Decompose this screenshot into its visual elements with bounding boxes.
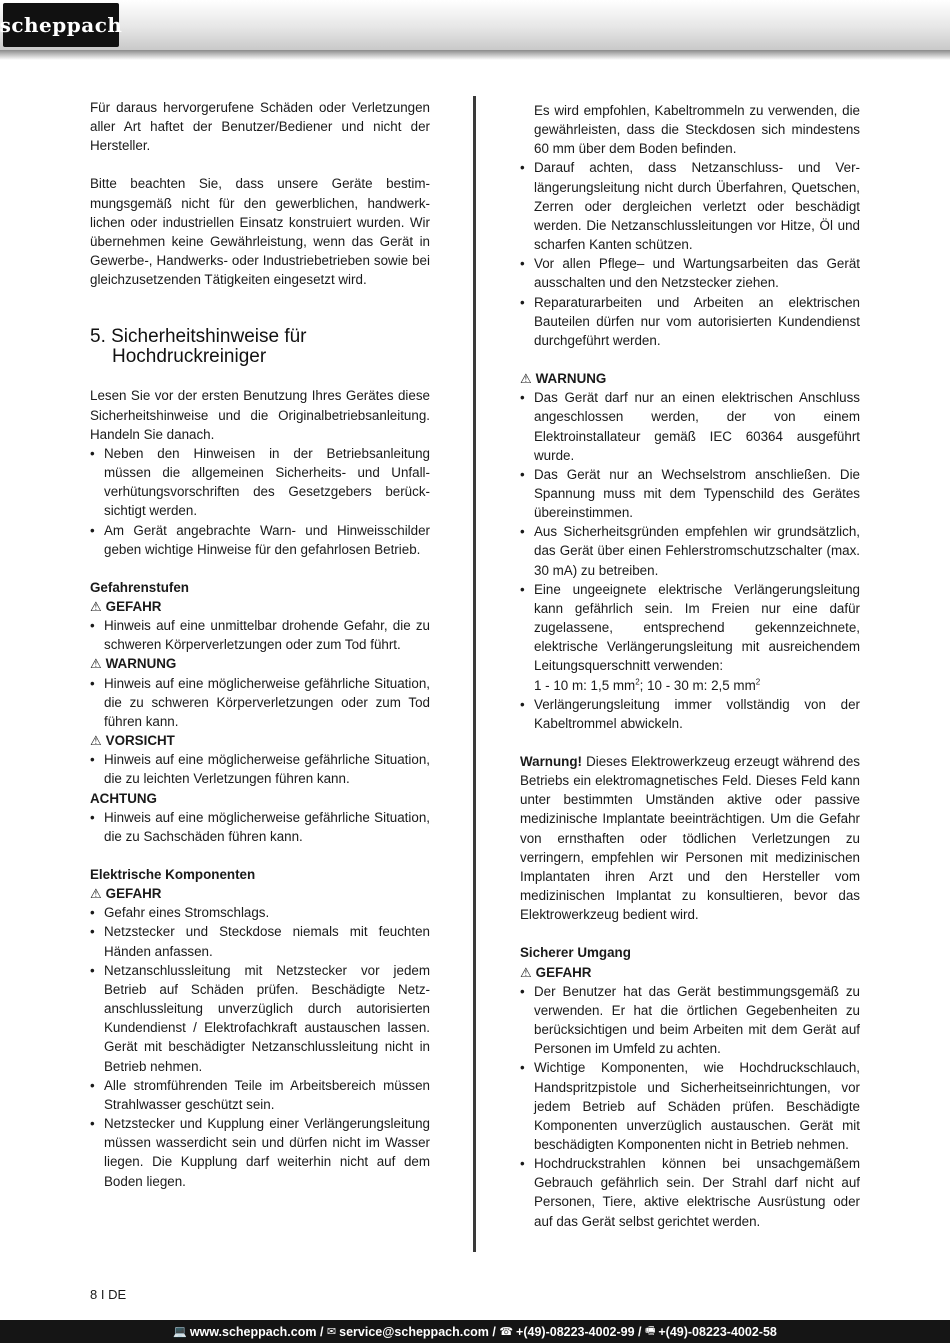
paragraph-usage: Bitte beachten Sie, dass unsere Geräte bestimmungsgemäß nicht für den gewerblichen, handwerklichen oder industriellen Einsatz konstruiert wurden. Wir übernehmen keine Gewährleistung, wenn das Gerät in Gewerbe-, Handwerks- oder Industriebetrieben sowie bei gleichzusetzenden Tätigkeiten eingesetzt wird. xyxy=(90,176,430,288)
page-number: 8 I DE xyxy=(90,1287,127,1302)
warning-triangle-icon: ⚠ xyxy=(90,656,102,672)
footer-phone: +(49)-08223-4002-99 / xyxy=(516,1324,642,1339)
list-item: • Darauf achten, dass Netzanschluss- und Verlängerungsleitung nicht durch Überfahren, Quetschen, Zerren oder dergleichen verletzt oder beschädigt werden. Die Netzanschlussleitungen vor Hitze, Öl und scharfen Kanten schützen. xyxy=(520,158,860,254)
mail-icon: ✉ xyxy=(326,1326,337,1338)
footer-email[interactable]: service@scheppach.com / xyxy=(339,1324,496,1339)
list-item: • Hinweis auf eine unmittelbar drohende Gefahr, die zu schweren Körperverletzungen oder zum Tod führt. xyxy=(90,616,430,654)
list-item: • Das Gerät darf nur an einen elektrischen Anschluss angeschlossen werden, der von einem Elektroinstallateur gemäß IEC 60364 ausgeführt wurde. xyxy=(520,388,860,465)
list-item: • Hinweis auf eine möglicherweise gefährliche Situation, die zu schweren Körperverletzungen oder zum Tod führen kann. xyxy=(90,674,430,731)
list-item: • Alle stromführenden Teile im Arbeitsbereich müssen Strahlwasser geschützt sein. xyxy=(90,1076,430,1114)
list-item: • Hochdruckstrahlen können bei unsachgemäßem Gebrauch gefährlich sein. Der Strahl darf nicht auf Personen, Tiere, aktive elektrische Ausrüstung oder auf das Gerät selbst gerichtet werden. xyxy=(520,1154,860,1231)
header-bar xyxy=(0,0,950,50)
subheading-elektrische: Elektrische Komponenten xyxy=(90,867,256,882)
column-divider xyxy=(473,96,476,1252)
computer-icon: 💻 xyxy=(173,1326,187,1338)
right-list-1 xyxy=(520,158,860,350)
phone-icon: ☎ xyxy=(499,1326,514,1338)
list-item: • Netzanschlussleitung mit Netzstecker vor jedem Betrieb auf Schäden prüfen. Beschädigte Netzanschlussleitung unverzüglich durch autorisierten Kundendienst / Elektrofachkraft austauschen lassen. Gerät mit beschädigter Netzanschlussleitung nicht in Betrieb nehmen. xyxy=(90,961,430,1076)
label-gefahr: ⚠ GEFAHR xyxy=(520,963,860,982)
section-heading: 5. Sicherheitshinweise für Hochdruckreiniger xyxy=(90,326,307,368)
footer-fax: +(49)-08223-4002-58 xyxy=(658,1324,777,1339)
list-item: • Neben den Hinweisen in der Betriebsanleitung müssen die allgemeinen Sicherheits- und Unfallverhütungsvorschriften des Gesetzgebers berücksichtigt werden. xyxy=(90,444,430,521)
list-item: • Reparaturarbeiten und Arbeiten an elektrischen Bauteilen dürfen nur vom autorisierten Kundendienst durchgeführt werden. xyxy=(520,293,860,350)
list-item: • Hinweis auf eine möglicherweise gefährliche Situation, die zu Sachschäden führen kann. xyxy=(90,808,430,846)
paragraph-continued: Es wird empfohlen, Kabeltrommeln zu verwenden, die gewährleisten, dass die Steckdosen sich mindestens 60 mm über dem Boden befinden. xyxy=(534,103,860,157)
label-achtung: ACHTUNG xyxy=(90,790,157,806)
warning-triangle-icon: ⚠ xyxy=(520,964,532,980)
brand-logo: scheppach xyxy=(3,3,119,47)
right-list-2 xyxy=(520,388,860,675)
subheading-umgang: Sicherer Umgang xyxy=(520,945,631,961)
warning-triangle-icon: ⚠ xyxy=(90,886,102,902)
label-warnung: ⚠ WARNUNG xyxy=(90,654,430,673)
list-item: • Eine ungeeignete elektrische Verlängerungsleitung kann gefährlich sein. Im Freien nur eine dafür zugelassene, entsprechend gekennzeichnete, elektrische Verlängerungsleitung mit ausreichendem Leitungsquerschnitt verwenden: xyxy=(520,580,860,676)
right-list-3 xyxy=(520,982,860,1231)
list-item: • Wichtige Komponenten, wie Hochdruckschlauch, Handspritzpistole und Sicherheitseinrichtungen, vor jedem Betrieb auf Schäden prüfen. Beschädigte Komponenten unverzüglich austauschen. Gerät mit beschädigten Komponenten nicht in Betrieb nehmen. xyxy=(520,1058,860,1154)
list-item: • Das Gerät nur an Wechselstrom anschließen. Die Spannung muss mit dem Typenschild des Gerätes übereinstimmen. xyxy=(520,465,860,522)
list-item: • Hinweis auf eine möglicherweise gefährliche Situation, die zu leichten Verletzungen führen kann. xyxy=(90,750,430,788)
footer-web[interactable]: www.scheppach.com / xyxy=(189,1324,324,1339)
list-item: • Netzstecker und Steckdose niemals mit feuchten Händen anfassen. xyxy=(90,922,430,960)
cable-spec: 1 - 10 m: 1,5 $mm^2$; 10 - 30 m: 2,5 $mm^2$ xyxy=(534,677,761,693)
label-gefahr: ⚠ GEFAHR xyxy=(90,884,430,903)
warning-triangle-icon: ⚠ xyxy=(90,598,102,614)
paragraph-warning: Warnung! Dieses Elektrowerkzeug erzeugt während des Betriebs ein elektromagnetisches Feld. Dieses Feld kann unter bestimmten Umständen aktive oder passive medizinische Implantate beeinträchtigen. Um die Gefahr von ernsthaften oder tödlichen Verletzungen zu verringern, empfehlen wir Personen mit medizinischen Implantaten ihren Arzt und den Hersteller vom medizinischen Implantat zu konsultieren, bevor das Elektrowerkzeug bedient wird. xyxy=(520,754,860,923)
list-item: • Netzstecker und Kupplung einer Verlängerungsleitung müssen wasserdicht sein und dürfen nicht im Wasser liegen. Die Kupplung darf weiterhin nicht auf dem Boden liegen. xyxy=(90,1114,430,1191)
left-column xyxy=(90,98,430,1191)
warning-triangle-icon: ⚠ xyxy=(90,733,102,749)
list-item: • Gefahr eines Stromschlags. xyxy=(90,903,430,922)
label-gefahr: ⚠ GEFAHR xyxy=(90,597,430,616)
paragraph-intro: Lesen Sie vor der ersten Benutzung Ihres Gerätes diese Sicherheitshinweise und die Originalbetriebsanleitung. Handeln Sie danach. xyxy=(90,388,430,442)
elektrische-list xyxy=(90,903,430,1190)
list-item: • Der Benutzer hat das Gerät bestimmungsgemäß zu verwenden. Er hat die örtlichen Gegebenheiten zu berücksichtigen und beim Arbeiten mit dem Gerät auf Personen im Umfeld zu achten. xyxy=(520,982,860,1059)
subheading-gefahrenstufen: Gefahrenstufen xyxy=(90,579,189,595)
list-item: • Aus Sicherheitsgründen empfehlen wir grundsätzlich, das Gerät über einen Fehlerstromschutzschalter (max. 30 mA) zu betreiben. xyxy=(520,522,860,579)
fax-icon: 🖷 xyxy=(644,1325,656,1337)
paragraph-liability: Für daraus hervorgerufene Schäden oder Verletzungen aller Art haftet der Benutzer/Bediener und nicht der Hersteller. xyxy=(90,100,430,154)
list-item: • Vor allen Pflege– und Wartungsarbeiten das Gerät ausschalten und den Netzstecker ziehen. xyxy=(520,254,860,292)
label-warnung: ⚠ WARNUNG xyxy=(520,369,860,388)
list-item: • Verlängerungsleitung immer vollständig von der Kabeltrommel abwickeln. xyxy=(520,695,860,733)
warning-triangle-icon: ⚠ xyxy=(520,371,532,387)
list-item: • Am Gerät angebrachte Warn- und Hinweisschilder geben wichtige Hinweise für den gefahrlosen Betrieb. xyxy=(90,521,430,559)
header-shadow xyxy=(0,50,950,60)
intro-list xyxy=(90,444,430,559)
right-column xyxy=(520,101,860,1231)
footer-bar xyxy=(0,1320,950,1343)
label-vorsicht: ⚠ VORSICHT xyxy=(90,731,430,750)
